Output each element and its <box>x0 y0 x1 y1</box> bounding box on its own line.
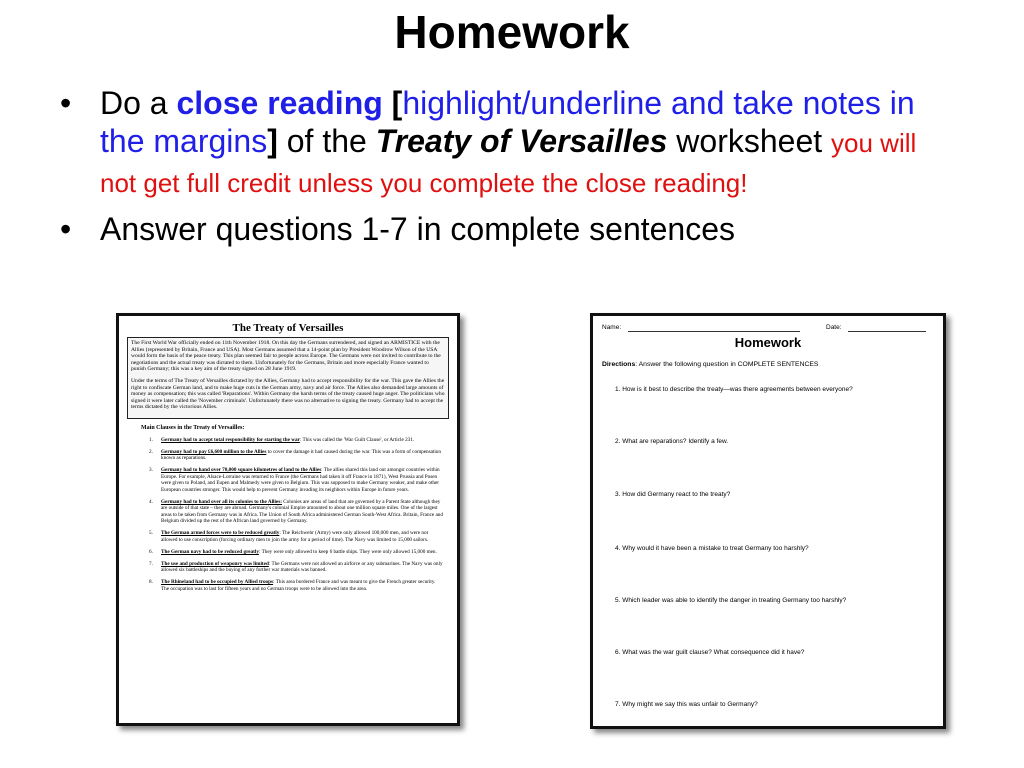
close-reading-emphasis: close reading <box>176 85 383 121</box>
clause-text: : They were only allowed to keep 6 battle ships. They were only allowed 15,000 men. <box>258 548 437 555</box>
clause-number: 3. <box>149 467 153 474</box>
clause-number: 5. <box>149 530 153 537</box>
clause-lead: The German navy had to be reduced greatly <box>161 548 259 555</box>
bullet2-text: Answer questions 1-7 in complete sentences <box>100 211 736 247</box>
clause-lead: The Rhineland had to be occupied by Allied troops <box>161 579 274 586</box>
treaty-title-emphasis: Treaty of Versailles <box>375 123 668 159</box>
bullet1-text-3: worksheet <box>667 123 832 159</box>
clause-lead: Germany had to hand over all its colonies to the Allies: <box>161 498 282 505</box>
clause-lead: Germany had to accept total responsibility for starting the war <box>161 436 300 443</box>
clause-text: : The Reichwehr (Army) were only allowed 100,000 men, and were not allowed to use conscription (forcing ordinary men to join the army for a period of time). The Navy was limited to 15,000 sailors. <box>161 530 429 543</box>
clause-text: to cover the damage it had caused during the war. This was a form of compensation known as reparations. <box>161 448 441 462</box>
clause-item <box>149 449 443 462</box>
clause-number: 2. <box>149 448 153 455</box>
homework-questions-worksheet <box>590 313 946 729</box>
question-item: 4. Why would it have been a mistake to treat Germany too harshly? <box>615 545 809 552</box>
clause-number: 6. <box>149 548 153 555</box>
directions-text: : Answer the following question in COMPLETE SENTENCES <box>635 361 819 368</box>
bullet-list <box>58 84 958 248</box>
bullet-answer-questions <box>58 210 958 248</box>
question-item: 7. Why might we say this was unfair to Germany? <box>615 701 758 708</box>
clause-item <box>149 467 443 493</box>
slide-title: Homework <box>394 6 630 58</box>
bullet1-text-1: Do a <box>100 85 177 121</box>
clause-item <box>149 499 443 525</box>
clause-text: : The allies shared this land out amongst countries within Europe. For example, Alsace-Lorraine was returned to France (the Germans had taken it off France in 1871), West Prussia and Posen were given to Poland, and Eupen and Malmedy were given to Belgium. This was supposed to make Germany weaker, and make other European countries stronger. This would help to prevent Germany invading its neighbors within Europe in future years. <box>161 467 440 493</box>
intro-paragraph-2: Under the terms of The Treaty of Versailles dictated by the Allies, Germany had to accept responsibility for the war. This gave the Allies the right to confiscate German land, and to make huge cuts in the German army, navy and air force. The Allies also demanded large amounts of money as compensation; this was called 'Reparations'. Within Germany the harsh terms of the treaty caused huge anger. The politicians who signed it were later called the 'November criminals'. Unfortunately there was no alternative to signing the treaty. Germany had to accept the terms dictated by the victorious Allies. <box>131 377 445 411</box>
clauses-heading: Main Clauses in the Treaty of Versailles: <box>141 424 245 431</box>
question-item: 2. What are reparations? Identify a few. <box>615 438 729 445</box>
question-item: 6. What was the war guilt clause? What consequence did it have? <box>615 649 805 656</box>
treaty-reading-worksheet <box>116 313 460 726</box>
clause-item <box>149 549 443 556</box>
credit-warning: you will not get full credit unless you complete the close reading! <box>100 128 917 198</box>
bullet-dot: • <box>60 211 72 247</box>
bullet1-text-2: of the <box>277 123 376 159</box>
instruction-highlight: highlight/underline and take notes in the margins <box>100 85 915 159</box>
clause-number: 8. <box>149 579 153 586</box>
clause-number: 4. <box>149 498 153 505</box>
clause-lead: Germany had to hand over 70,000 square kilometres of land to the Allies <box>161 467 322 474</box>
clause-text: : This was called the 'War Guilt Clause', or Article 231. <box>299 436 415 443</box>
clauses-list <box>149 437 457 593</box>
clause-item <box>149 579 443 592</box>
reading-title: The Treaty of Versailles <box>232 322 344 334</box>
clause-item <box>149 561 443 574</box>
intro-paragraph-1: The First World War officially ended on 11th November 1918. On this day the Germans surrendered, and signed an ARMISTICE with the Allies (represented by Britain, France and USA). Most Germans assumed that a 14-point plan by President Woodrow Wilson of the USA would form the basis of the peace treaty. This plan seemed fair to people across Europe. The Germans were not invited to contribute to the negotiations and the actual treaty was dictated to them. Unfortunately for the Germans, Britain and more especially France wanted to punish Germany; this was a key aim of the treaty signed on 28 June 1919. <box>131 340 441 373</box>
clause-lead: Germany had to pay £6,600 million to the Allies <box>161 448 267 455</box>
clause-text: : This area bordered France and was meant to give the French greater security. The occupation was to last for fifteen years and no German troops were to be allowed into the area. <box>161 579 436 592</box>
intro-box <box>127 337 449 419</box>
name-blank-line <box>628 331 800 332</box>
question-item: 3. How did Germany react to the treaty? <box>615 491 731 498</box>
clause-number: 1. <box>149 436 153 443</box>
bracket-close: ] <box>267 123 278 159</box>
clause-lead: The German armed forces were to be reduced greatly <box>161 530 280 537</box>
clause-item <box>149 530 443 543</box>
bullet-dot: • <box>60 85 72 121</box>
clause-lead: The use and production of weaponry was limited <box>161 560 269 567</box>
date-blank-line <box>848 331 926 332</box>
clause-text: Colonies are areas of land that are governed by a Parent State although they are outside of that state – they are abroad. Germany's colonial Empire amounted to about one million square miles. One of the largest areas to be taken from Germany was in Africa. The Union of South Africa administered German South-West Africa. Britain, France and Belgium divided up the rest of the African land governed by Germany. <box>161 498 443 525</box>
question-item: 5. Which leader was able to identify the danger in treating Germany too harshly? <box>615 597 847 604</box>
bracket-open: [ <box>382 85 403 121</box>
directions-label: Directions <box>602 361 636 368</box>
date-label: Date: <box>826 324 842 331</box>
directions <box>602 361 818 368</box>
clause-text: : The Germans were not allowed an airforce or any submarines. The Navy was only allowed six battleships and the buying of any further war materials was banned. <box>161 560 443 574</box>
clause-item <box>149 437 443 444</box>
bullet-close-reading <box>58 84 958 202</box>
clause-number: 7. <box>149 560 153 567</box>
name-label: Name: <box>602 324 622 331</box>
worksheet-title: Homework <box>734 335 802 350</box>
question-item: 1. How is it best to describe the treaty—was there agreements between everyone? <box>615 386 853 393</box>
